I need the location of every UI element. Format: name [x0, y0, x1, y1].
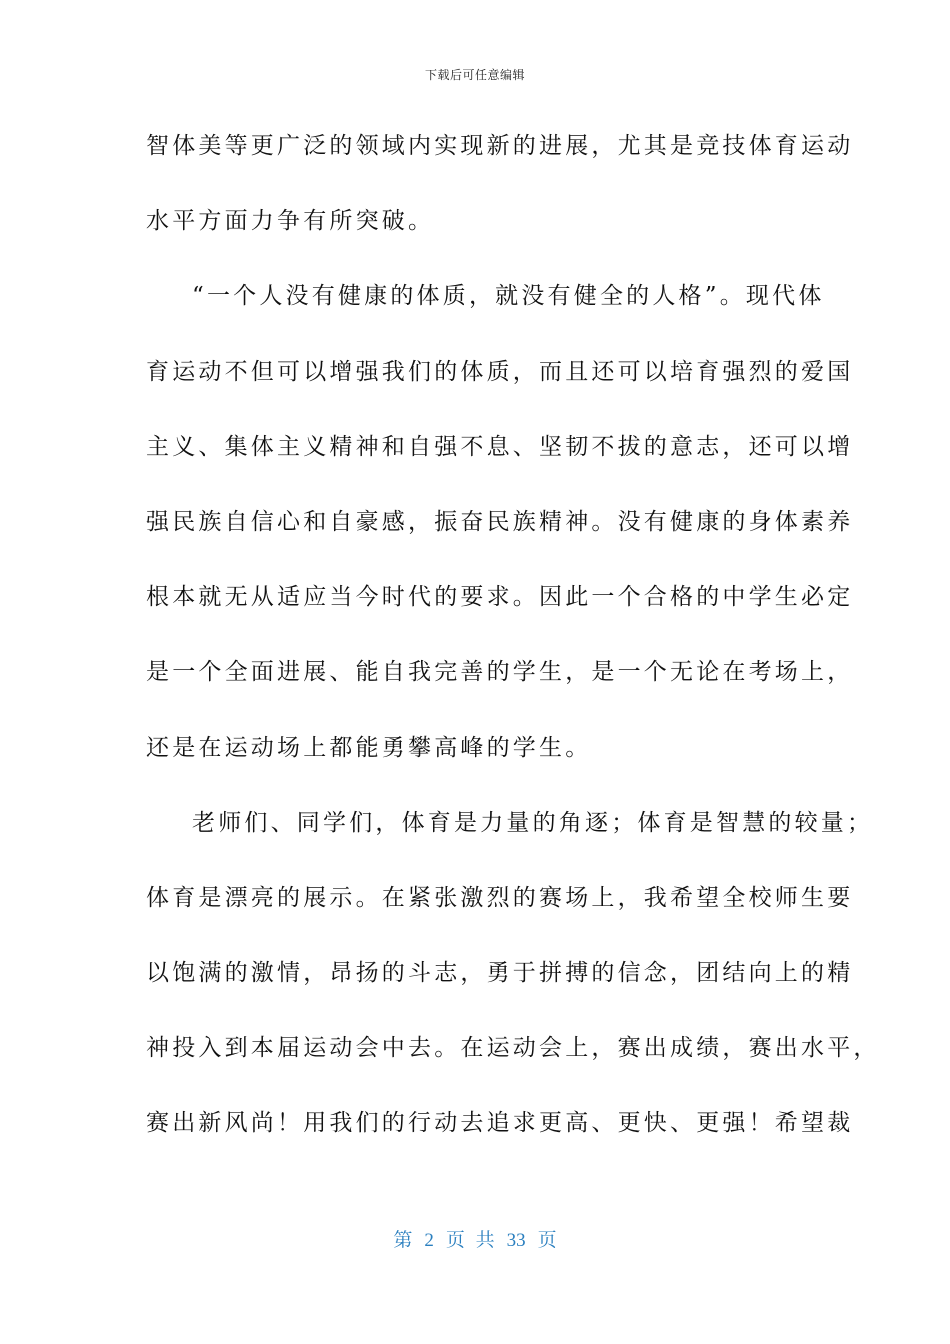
body-line: 育运动不但可以增强我们的体质，而且还可以培育强烈的爱国 — [146, 358, 854, 385]
total-pages-number: 33 — [506, 1230, 526, 1251]
body-line: 根本就无从适应当今时代的要求。因此一个合格的中学生必定 — [146, 584, 854, 611]
page-header: 下载后可任意编辑 — [424, 68, 525, 82]
body-line: 体育是漂亮的展示。在紧张激烈的赛场上，我希望全校师生要 — [146, 884, 854, 911]
page-number-footer — [0, 1225, 950, 1252]
paragraph-start-line: “一个人没有健康的体质，就没有健全的人格”。现代体 — [192, 283, 825, 310]
footer-prefix: 第 — [393, 1230, 413, 1251]
document-body — [146, 120, 880, 1173]
body-line: 是一个全面进展、能自我完善的学生，是一个无论在考场上， — [146, 659, 854, 686]
body-line: 以饱满的激情，昂扬的斗志，勇于拼搏的信念，团结向上的精 — [146, 960, 854, 987]
body-line: 水平方面力争有所突破。 — [146, 208, 435, 235]
body-line: 智体美等更广泛的领域内实现新的进展，尤其是竞技体育运动 — [146, 133, 854, 159]
body-line: 神投入到本届运动会中去。在运动会上，赛出成绩，赛出水平， — [146, 1035, 880, 1062]
paragraph-start-line: 老师们、同学们，体育是力量的角逐；体育是智慧的较量； — [192, 809, 874, 836]
body-line: 强民族自信心和自豪感，振奋民族精神。没有健康的身体素养 — [146, 508, 854, 535]
body-line: 还是在运动场上都能勇攀高峰的学生。 — [146, 734, 592, 761]
current-page-number: 2 — [424, 1230, 434, 1251]
body-line: 赛出新风尚！用我们的行动去追求更高、更快、更强！希望裁 — [146, 1110, 854, 1137]
body-line: 主义、集体主义精神和自强不息、坚韧不拔的意志，还可以增 — [146, 433, 854, 460]
footer-suffix: 页 — [537, 1230, 557, 1251]
footer-middle: 页 共 — [445, 1230, 495, 1251]
